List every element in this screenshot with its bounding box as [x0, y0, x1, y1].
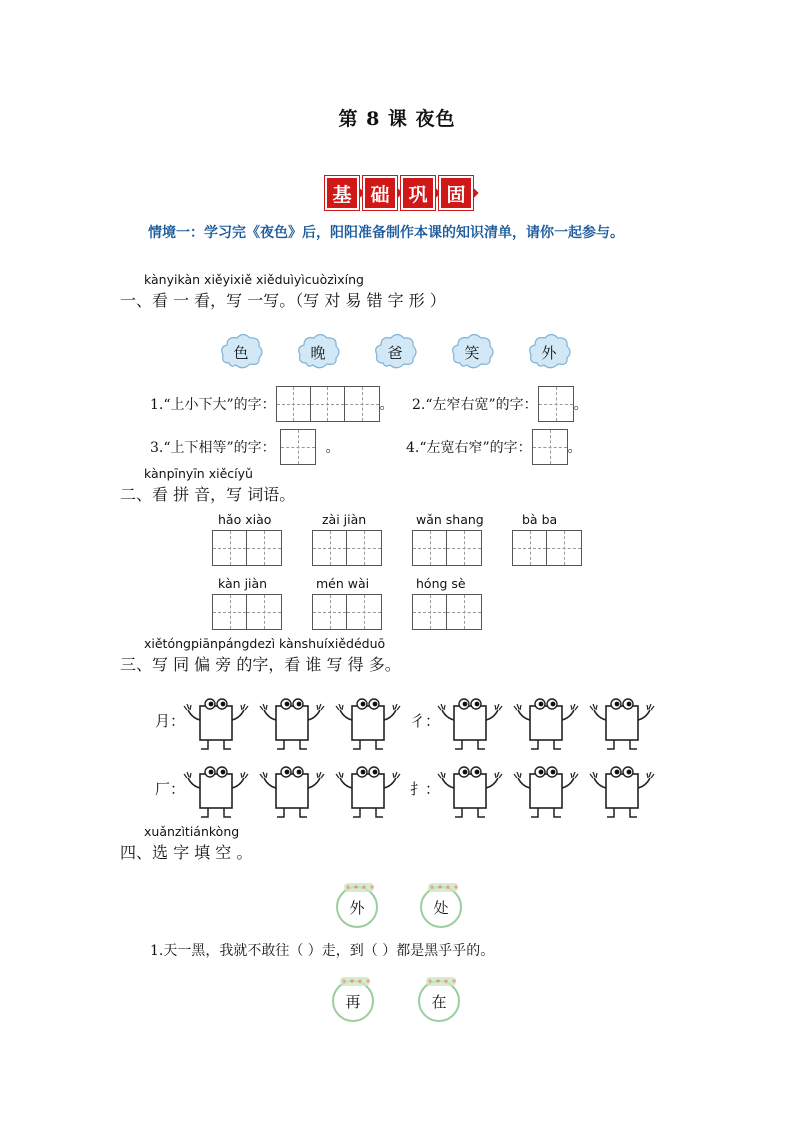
banner-char: 巩 [401, 176, 435, 210]
question-1-pinyin: kànyikàn xiěyixiě xiěduìyìcuòzìxíng [144, 272, 364, 287]
robot-writing-box-icon[interactable] [510, 764, 582, 824]
choice-char: 再 [332, 980, 374, 1022]
word-item: mén wài [312, 576, 382, 630]
word-item: zài jiàn [312, 512, 382, 566]
cloud-char: 晚 [296, 333, 340, 371]
robot-writing-box-icon[interactable] [256, 764, 328, 824]
banner-char: 基 [325, 176, 359, 210]
writing-grid[interactable] [276, 386, 380, 422]
q1-item-1: 1.“上小下大”的字： 。 [150, 386, 394, 422]
writing-grid[interactable] [280, 429, 316, 465]
robot-writing-box-icon[interactable] [434, 696, 506, 756]
writing-grid[interactable] [312, 530, 382, 566]
cloud-char: 色 [219, 333, 263, 371]
page-title: 第 8 课 夜色 [338, 108, 456, 130]
question-1-heading [120, 272, 446, 311]
radical-label: 月： [155, 712, 186, 730]
writing-grid[interactable] [532, 429, 568, 465]
radical-label: 彳： [410, 712, 441, 730]
robot-writing-box-icon[interactable] [332, 696, 404, 756]
writing-grid[interactable] [412, 594, 482, 630]
banner-char: 固 [439, 176, 473, 210]
word-item: kàn jiàn [212, 576, 282, 630]
robot-writing-box-icon[interactable] [180, 764, 252, 824]
writing-grid[interactable] [538, 386, 574, 422]
radical-label: 厂： [155, 780, 186, 798]
robot-writing-box-icon[interactable] [256, 696, 328, 756]
q4-sentence-1: 1.天一黑，我就不敢往（ ）走，到（ ）都是黑乎乎的。 [150, 943, 495, 959]
robot-writing-box-icon[interactable] [434, 764, 506, 824]
choice-char: 在 [418, 980, 460, 1022]
word-item: wǎn shang [412, 512, 484, 566]
writing-grid[interactable] [212, 594, 282, 630]
section-banner [325, 176, 473, 210]
word-item: bà ba [512, 512, 582, 566]
writing-grid[interactable] [512, 530, 582, 566]
radical-label: 扌： [410, 780, 441, 798]
cloud-char: 外 [527, 333, 571, 371]
word-item: hǎo xiào [212, 512, 282, 566]
robot-writing-box-icon[interactable] [586, 764, 658, 824]
robot-writing-box-icon[interactable] [510, 696, 582, 756]
choice-char: 外 [336, 886, 378, 928]
question-3-pinyin: xiětóngpiānpángdezì kànshuíxiědéduō [144, 636, 386, 651]
robot-writing-box-icon[interactable] [586, 696, 658, 756]
question-4-heading: xuǎnzìtiánkòng 四、选 字 填 空 。 [120, 824, 253, 862]
situation-text: 情境一：学习完《夜色》后，阳阳准备制作本课的知识清单，请你一起参与。 [148, 225, 624, 241]
q1-item-4: 4.“左宽右窄”的字： 。 [406, 429, 582, 465]
question-1-text: 一、看 一 看，写 一写。（写 对 易 错 字 形 ） [120, 291, 446, 310]
writing-grid[interactable] [212, 530, 282, 566]
question-2-heading: kànpīnyīn xiěcíyǔ 二、看 拼 音，写 词语。 [120, 466, 296, 504]
writing-grid[interactable] [412, 530, 482, 566]
cloud-char: 爸 [373, 333, 417, 371]
choice-char: 处 [420, 886, 462, 928]
question-2-pinyin: kànpīnyīn xiěcíyǔ [144, 466, 253, 481]
question-3-heading: xiětóngpiānpángdezì kànshuíxiědéduō 三、写 同 偏 旁 的字，看 谁 写 得 多。 [120, 636, 401, 674]
writing-grid[interactable] [312, 594, 382, 630]
cloud-char: 笑 [450, 333, 494, 371]
q1-item-3: 3.“上下相等”的字： 。 [150, 429, 340, 465]
robot-writing-box-icon[interactable] [332, 764, 404, 824]
word-item: hóng sè [412, 576, 482, 630]
question-4-pinyin: xuǎnzìtiánkòng [144, 824, 240, 839]
banner-char: 础 [363, 176, 397, 210]
q1-item-2: 2.“左窄右宽”的字： 。 [412, 386, 588, 422]
robot-writing-box-icon[interactable] [180, 696, 252, 756]
